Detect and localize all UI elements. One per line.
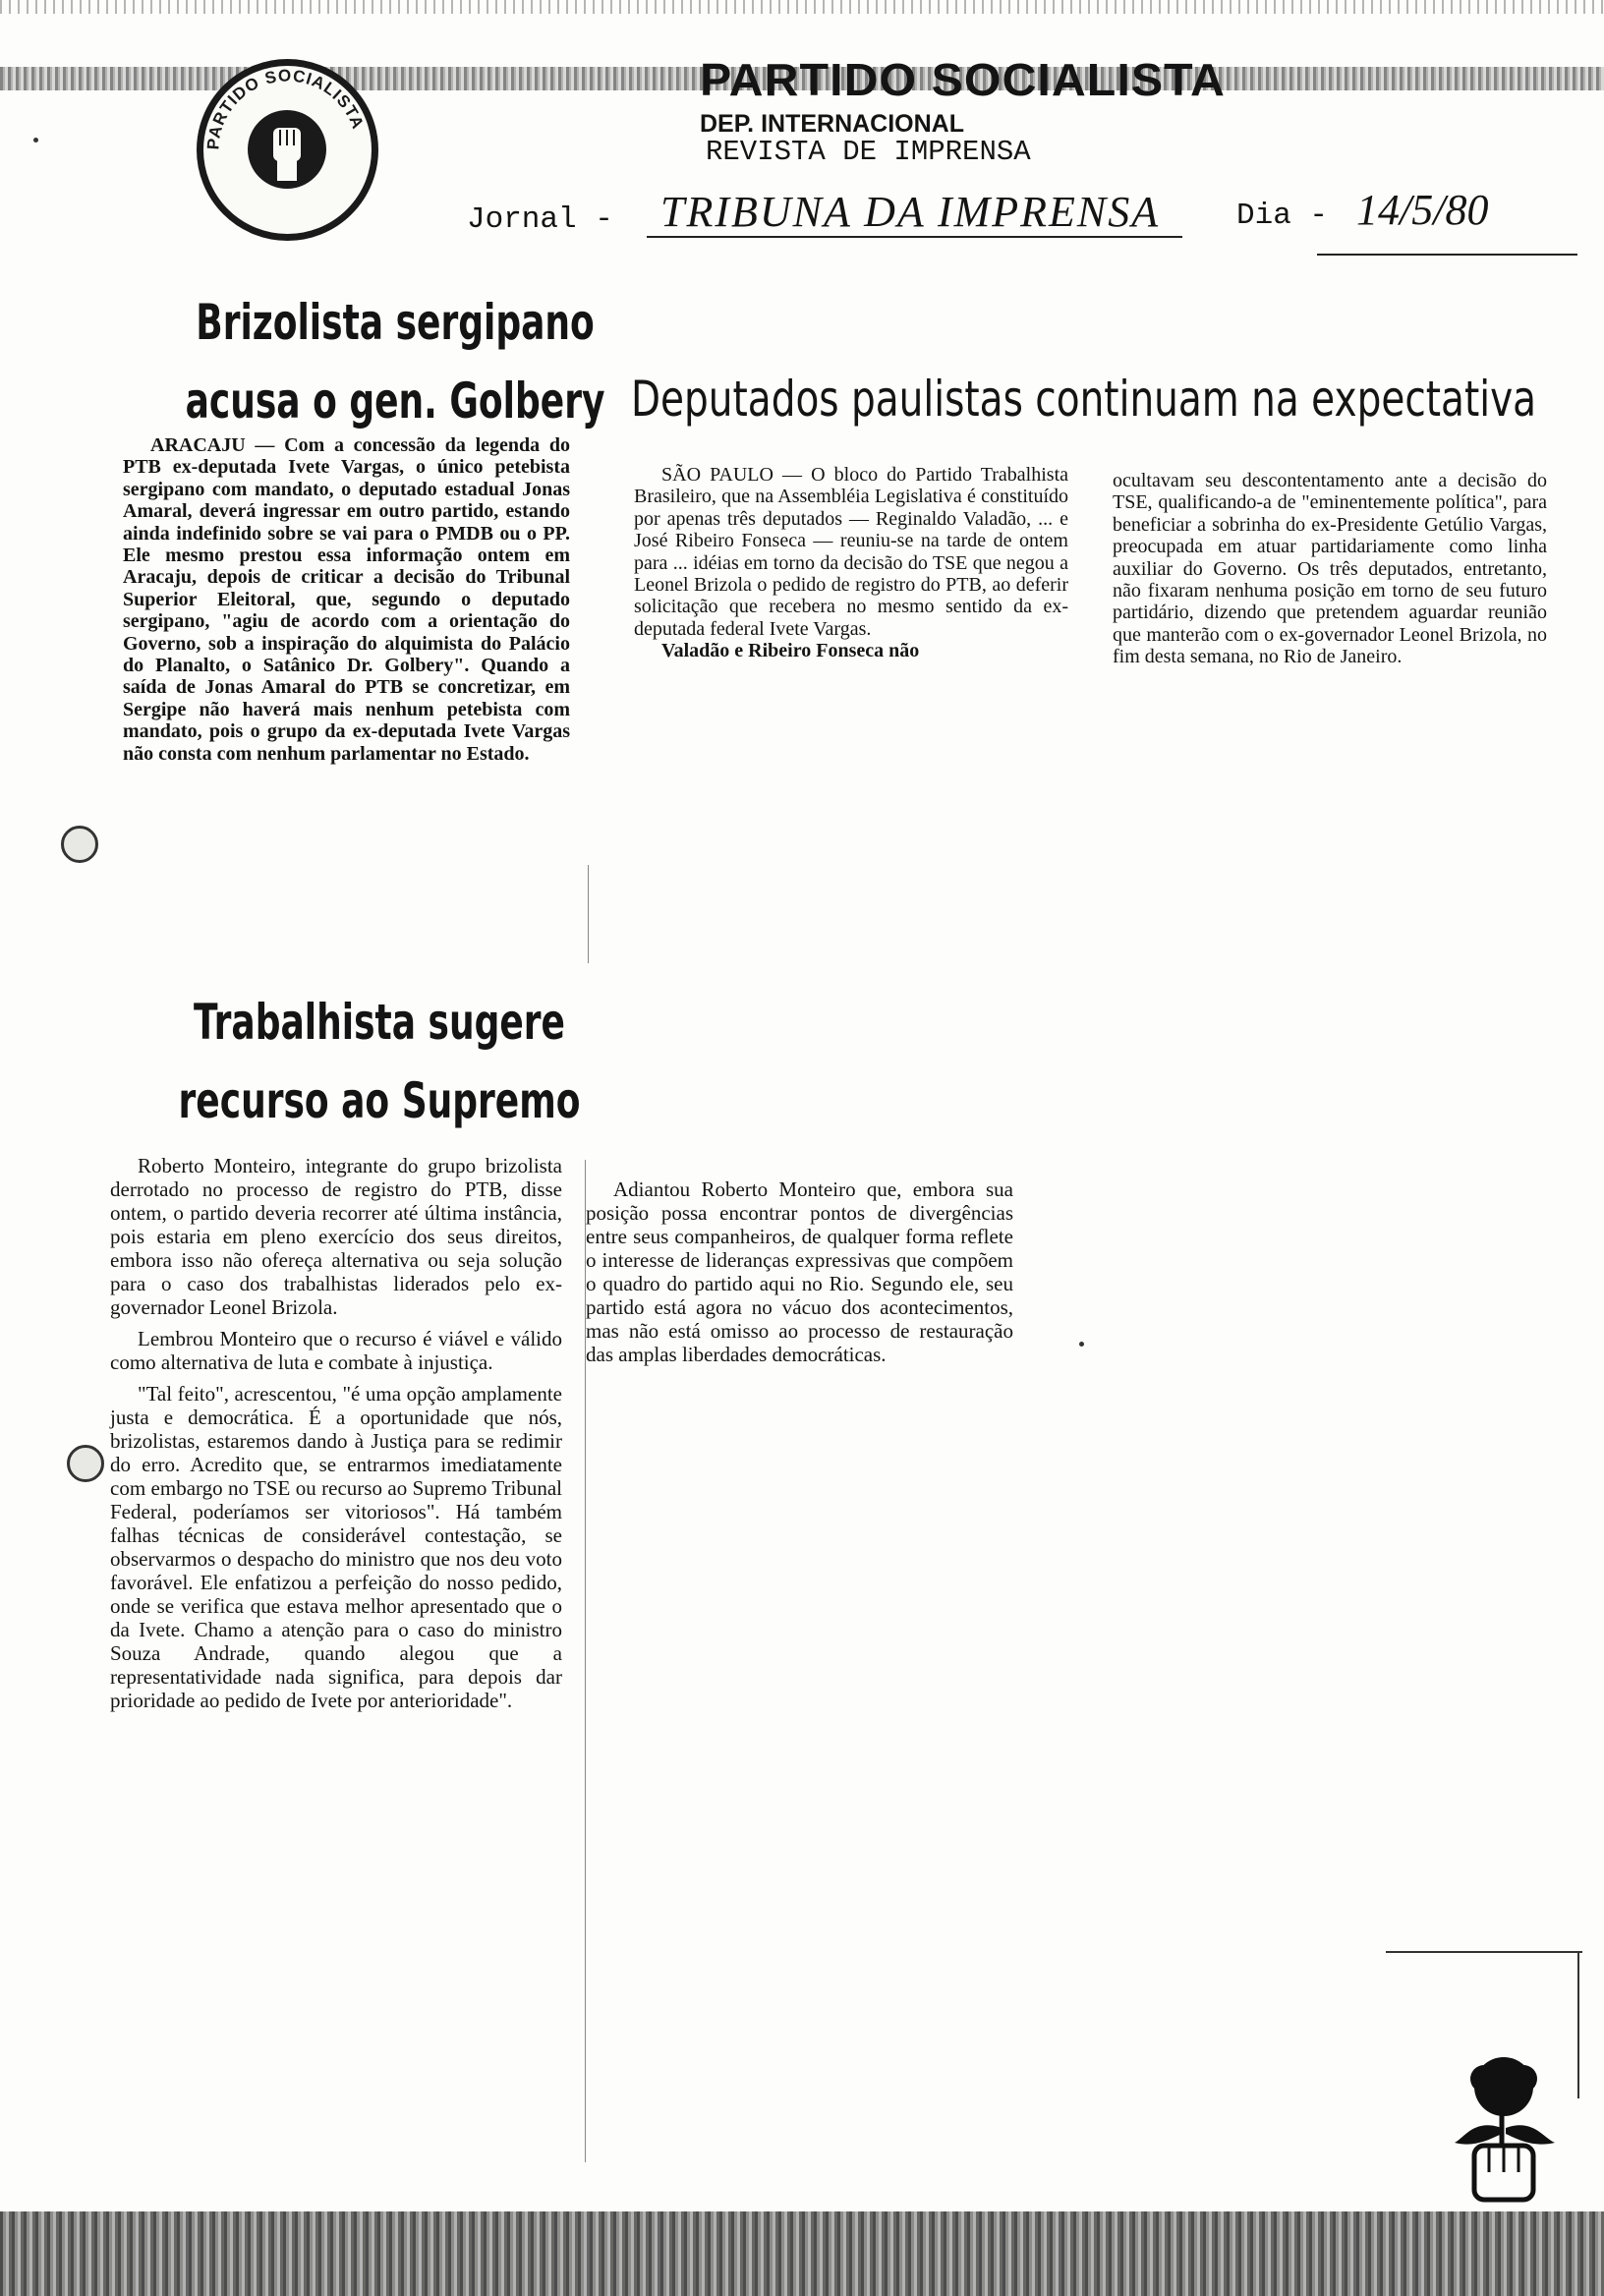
scan-speck bbox=[33, 138, 38, 143]
journal-label: Jornal - bbox=[467, 202, 613, 237]
article1-headline-line2: acusa o gen. Golbery bbox=[185, 373, 605, 430]
crop-mark bbox=[1577, 1951, 1579, 2098]
date-underline bbox=[1317, 254, 1577, 256]
party-seal-logo bbox=[197, 59, 378, 241]
punch-hole bbox=[67, 1445, 104, 1482]
column-divider bbox=[585, 1160, 586, 2162]
article3-paragraph1: Roberto Monteiro, integrante do grupo brizolista derrotado no processo de registro do PTB, disse ontem, o partido deveria recorrer até última instância, pois estaria em pleno exercício dos seus direitos, embora isso não ofereça alternativa ou seja solução para o caso dos trabalhistas liderados pelo ex-governador Leonel Brizola. bbox=[110, 1154, 562, 1319]
scan-speck bbox=[1079, 1342, 1084, 1347]
department-label: DEP. INTERNACIONAL bbox=[700, 110, 965, 138]
org-title: PARTIDO SOCIALISTA bbox=[700, 54, 1226, 105]
article2-headline: Deputados paulistas continuam na expectativa bbox=[631, 371, 1537, 428]
article3-headline bbox=[160, 983, 599, 1140]
journal-underline bbox=[647, 236, 1182, 238]
article3-paragraph2: Lembrou Monteiro que o recurso é viável e válido como alternativa de luta e combate à injustiça. bbox=[110, 1327, 562, 1374]
scan-noise-bottom bbox=[0, 2211, 1604, 2296]
article1-paragraph: ARACAJU — Com a concessão da legenda do PTB ex-deputada Ivete Vargas, o único petebista sergipano com mandato, o deputado estadual Jonas Amaral, deverá ingressar em outro partido, estando ainda indefinido sobre se vai para o PMDB ou o PP. Ele mesmo prestou essa informação ontem em Aracaju, depois de criticar a decisão do Tribunal Superior Eleitoral, que, segundo o deputado sergipano, "agiu de acordo com a orientação do Governo, sob a inspiração do alquimista do Palácio do Planalto, o Satânico Dr. Golbery". Quando a saída de Jonas Amaral do PTB se concretizar, em Sergipe não haverá mais nenhum petebista com mandato, pois o grupo da ex-deputada Ivete Vargas não consta com nenhum parlamentar no Estado. bbox=[123, 434, 570, 765]
rose-fist-logo bbox=[1445, 2049, 1563, 2211]
article1-headline bbox=[176, 283, 614, 440]
article3-paragraph4: Adiantou Roberto Monteiro que, embora sua posição possa encontrar pontos de divergências entre seus companheiros, de qualquer forma reflete o interesse de lideranças expressivas que compõem o quadro do partido aqui no Rio. Segundo ele, seu partido está agora no vácuo dos acontecimentos, mas não está omisso ao processo de restauração das amplas liberdades democráticas. bbox=[586, 1177, 1013, 1366]
day-label: Dia - bbox=[1236, 199, 1329, 233]
article3-column1 bbox=[110, 1154, 562, 1720]
journal-name-handwritten: TRIBUNA DA IMPRENSA bbox=[660, 188, 1161, 236]
section-label: REVISTA DE IMPRENSA bbox=[706, 136, 1031, 168]
date-handwritten: 14/5/80 bbox=[1356, 186, 1489, 234]
crop-mark bbox=[1386, 1951, 1582, 1953]
article2-paragraph1-tail: Valadão e Ribeiro Fonseca não bbox=[661, 640, 920, 662]
article3-headline-line1: Trabalhista sugere bbox=[194, 994, 565, 1051]
punch-hole bbox=[61, 826, 98, 863]
article3-paragraph3: "Tal feito", acrescentou, "é uma opção amplamente justa e democrática. É a oportunidade que nós, brizolistas, estaremos dando à Justiça para se redimir do erro. Acredito que, se entrarmos imediatamente com embargo no TSE ou recurso ao Supremo Tribunal Federal, poderíamos ser vitoriosos". Há também falhas técnicas de considerável contestação, se observarmos o despacho do ministro que nos deu voto favorável. Ele enfatizou a perfeição do nosso pedido, onde se verifica que estava melhor apresentado que o da Ivete. Chamo a atenção para o caso do ministro Souza Andrade, quando alegou que a representatividade nada significa, para depois dar prioridade ao pedido de Ivete por anterioridade". bbox=[110, 1382, 562, 1712]
column-divider bbox=[588, 865, 589, 963]
scan-noise-top bbox=[0, 0, 1604, 14]
article3-headline-line2: recurso ao Supremo bbox=[178, 1072, 581, 1129]
article2-paragraph1: SÃO PAULO — O bloco do Partido Trabalhista Brasileiro, que na Assembléia Legislativa é constituído por apenas três deputados — Reginaldo Valadão, ... e José Ribeiro Fonseca — reuniu-se na tarde de ontem para ... idéias em torno da decisão do TSE que negou a Leonel Brizola o pedido de registro do PTB, ao deferir solicitação que recebera no mesmo sentido da ex-deputada federal Ivete Vargas. bbox=[634, 464, 1068, 640]
article1-body bbox=[123, 434, 570, 765]
fist-icon bbox=[248, 110, 326, 189]
article2-column1 bbox=[634, 464, 1068, 662]
svg-text:PARTIDO SOCIALISTA: PARTIDO SOCIALISTA bbox=[203, 66, 368, 150]
article2-column2 bbox=[1113, 470, 1547, 668]
article1-headline-line1: Brizolista sergipano bbox=[196, 294, 595, 351]
article3-column2 bbox=[586, 1177, 1013, 1374]
article2-paragraph2: ocultavam seu descontentamento ante a decisão do TSE, qualificando-a de "eminentemente política", para beneficiar a sobrinha do ex-Presidente Getúlio Vargas, preocupada em atuar partidariamente como linha auxiliar do Governo. Os três deputados, entretanto, não fixaram nenhuma posição em torno de seu futuro partidário, dizendo que pretendem aguardar reunião que manterão com o ex-governador Leonel Brizola, no fim desta semana, no Rio de Janeiro. bbox=[1113, 470, 1547, 668]
